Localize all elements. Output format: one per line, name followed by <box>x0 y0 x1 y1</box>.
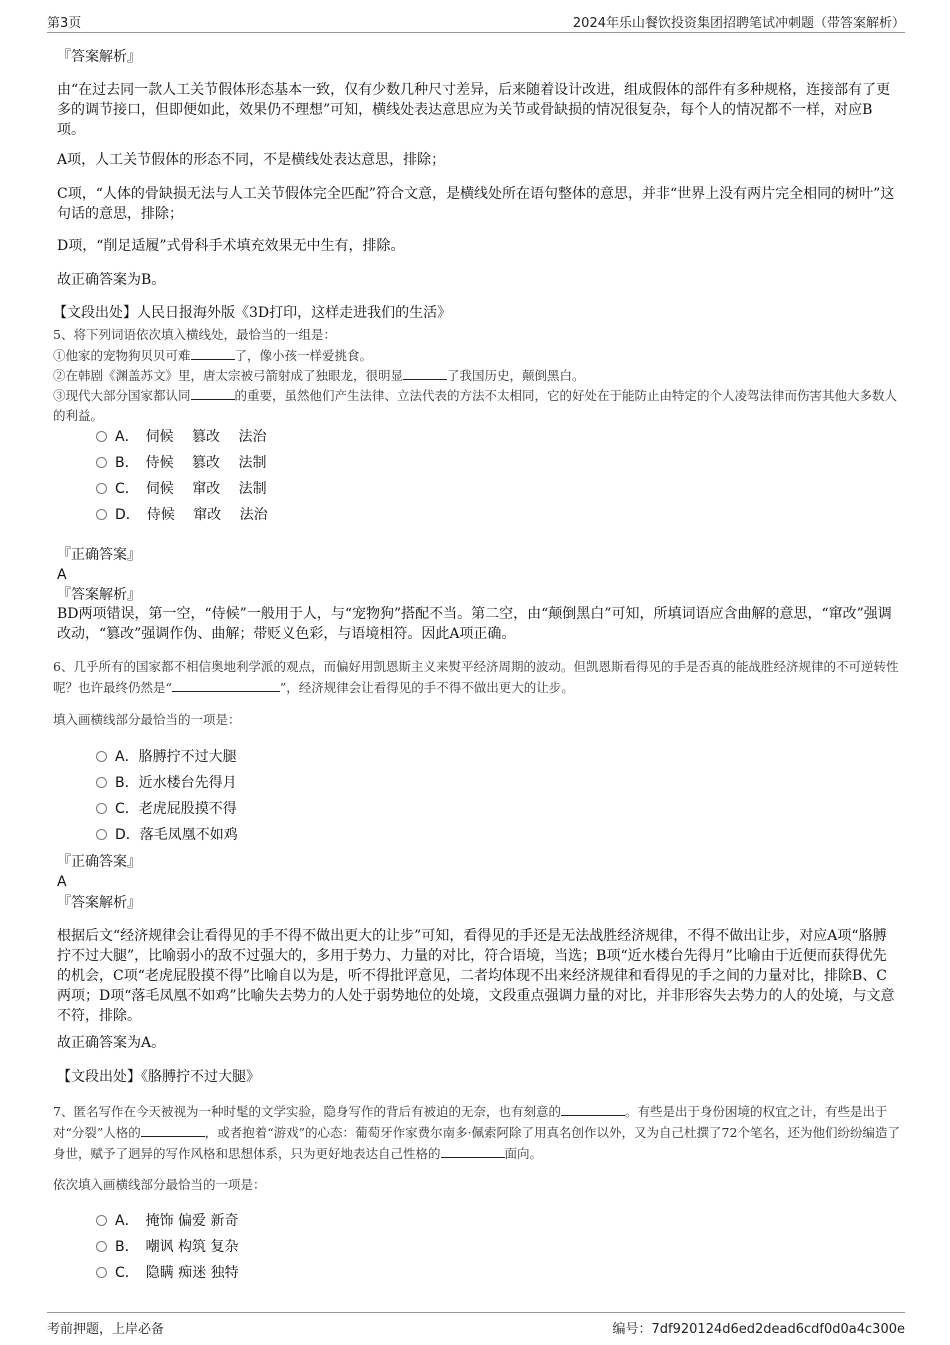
radio-icon[interactable] <box>96 457 107 468</box>
radio-icon[interactable] <box>96 829 107 840</box>
q5-stem: 5、将下列词语依次填入横线处，最恰当的一组是： <box>53 327 336 342</box>
document-title: 2024年乐山餐饮投资集团招聘笔试冲刺题（带答案解析） <box>572 16 905 31</box>
q5-sentence-3: ③现代大部分国家都认同 的重要，虽然他们产生法律、立法代表的方法不太相同，它的好处在于能防止由特定的个人凌驾法律而伤害其他大多数人的利益。 <box>53 385 902 426</box>
q4-analysis-para4: D项，“削足适履”式骨科手术填充效果无中生有，排除。 <box>57 238 405 254</box>
radio-icon[interactable] <box>96 1215 107 1226</box>
q5-option-b[interactable]: B． 侍候 篡改 法制 <box>96 453 267 473</box>
q6-analysis-title: 『答案解析』 <box>57 895 141 911</box>
q4-analysis-para1: 由“在过去同一款人工关节假体形态基本一致，仅有少数几种尺寸差异，后来随着设计改进，组成假体的部件有多种规格，连接部有了更多的调节接口，但即便如此，效果仍不理想”可知，横线处表达意思应为关节或骨缺损的情况很复杂，每个人的情况都不一样，对应B项。 <box>57 82 891 138</box>
q5-sentence-1: ①他家的宠物狗贝贝可难 了，像小孩一样爱挑食。 <box>53 345 902 366</box>
page-footer <box>47 1312 905 1343</box>
q5-analysis: BD两项错误，第一空，“侍候”一般用于人，与“宠物狗”搭配不当。第二空，由“颠倒黑白”可知，所填词语应含曲解的意思，“窜改”强调改动，“篡改”强调作伪、曲解；带贬义色彩，与语境相符。因此A项正确。 <box>57 606 892 642</box>
q6-analysis: 根据后文“经济规律会让看得见的手不得不做出更大的让步”可知，看得见的手还是无法战胜经济规律，不得不做出让步，对应A项“胳膊拧不过大腿”，比喻弱小的敌不过强大的，多用于势力、力量的对比，符合语境，当选；B项“近水楼台先得月”比喻由于近便而获得优先的机会，C项“老虎屁股摸不得”比喻自以为是，听不得批评意见，二者均体现不出来经济规律和看得见的手之间的力量对比，排除B、C两项；D项“落毛凤凰不如鸡”比喻失去势力的人处于弱势地位的处境，文段重点强调力量的对比，并非形容失去势力的人的处境，与文意不符，排除。 <box>57 928 895 1024</box>
page-number: 第3页 <box>47 16 82 31</box>
q6-prompt: 填入画横线部分最恰当的一项是： <box>53 712 241 727</box>
q6-option-d[interactable]: D．落毛凤凰不如鸡 <box>96 825 238 845</box>
q5-analysis-title: 『答案解析』 <box>57 587 141 603</box>
footer-slogan: 考前押题，上岸必备 <box>47 1322 165 1337</box>
q5-answer: A <box>57 567 67 583</box>
radio-icon[interactable] <box>96 509 107 520</box>
q4-analysis-para3: C项，“人体的骨缺损无法与人工关节假体完全匹配”符合文意，是横线处所在语句整体的意思，并非“世界上没有两片完全相同的树叶”这句话的意思，排除； <box>57 186 895 222</box>
q6-option-a[interactable]: A．胳膊拧不过大腿 <box>96 747 237 767</box>
q6-option-b[interactable]: B．近水楼台先得月 <box>96 773 237 793</box>
q7-stem: 7、匿名写作在今天被视为一种时髦的文学实验，隐身写作的背后有被迫的无奈，也有刻意的 。有些是出于身份困境的权宜之计，有些是出于对“分裂”人格的 ，或者抱着“游戏”的心态：葡萄牙作家费尔南多·佩索阿除了用真名创作以外，又为自己杜撰了72个笔名，还为他们纷纷编造了身世，赋予了迥异的写作风格和思想体系，只为更好地表达自己性格的 面向。 <box>53 1101 902 1164</box>
q7-option-a[interactable]: A． 掩饰 偏爱 新奇 <box>96 1211 238 1231</box>
q4-analysis-title: 『答案解析』 <box>57 49 141 65</box>
q6-answer: A <box>57 874 67 890</box>
document-code: 编号：7df920124d6ed2dead6cdf0d0a4c300e <box>612 1322 905 1337</box>
q5-option-a[interactable]: A． 伺候 篡改 法治 <box>96 427 266 447</box>
q6-stem: 6、几乎所有的国家都不相信奥地利学派的观点，而偏好用凯恩斯主义来熨平经济周期的波动。但凯恩斯看得见的手是否真的能战胜经济规律的不可逆转性呢？也许最终仍然是“ ”，经济规律会让看得见的手不得不做出更大的让步。 <box>53 659 899 695</box>
radio-icon[interactable] <box>96 483 107 494</box>
q7-option-c[interactable]: C． 隐瞒 痴迷 独特 <box>96 1263 239 1283</box>
q6-option-c[interactable]: C．老虎屁股摸不得 <box>96 799 237 819</box>
radio-icon[interactable] <box>96 751 107 762</box>
q5-option-c[interactable]: C． 伺候 窜改 法制 <box>96 479 267 499</box>
radio-icon[interactable] <box>96 1267 107 1278</box>
q4-source: 【文段出处】人民日报海外版《3D打印，这样走进我们的生活》 <box>53 305 452 321</box>
radio-icon[interactable] <box>96 1241 107 1252</box>
q6-conclusion: 故正确答案为A。 <box>57 1035 166 1051</box>
q7-option-b[interactable]: B． 嘲讽 构筑 复杂 <box>96 1237 239 1257</box>
q4-analysis-para2: A项，人工关节假体的形态不同，不是横线处表达意思，排除； <box>57 152 446 168</box>
q6-source: 【文段出处】《胳膊拧不过大腿》 <box>57 1069 260 1085</box>
q6-answer-title: 『正确答案』 <box>57 854 141 870</box>
q5-answer-title: 『正确答案』 <box>57 547 141 563</box>
q4-conclusion: 故正确答案为B。 <box>57 272 166 288</box>
radio-icon[interactable] <box>96 777 107 788</box>
radio-icon[interactable] <box>96 431 107 442</box>
q5-sentence-2: ②在韩剧《渊盖苏文》里，唐太宗被弓箭射成了独眼龙，很明显 了我国历史，颠倒黑白。 <box>53 365 902 386</box>
q7-prompt: 依次填入画横线部分最恰当的一项是： <box>53 1177 266 1192</box>
page-header <box>47 10 905 33</box>
q5-option-d[interactable]: D． 侍候 窜改 法治 <box>96 505 268 525</box>
radio-icon[interactable] <box>96 803 107 814</box>
